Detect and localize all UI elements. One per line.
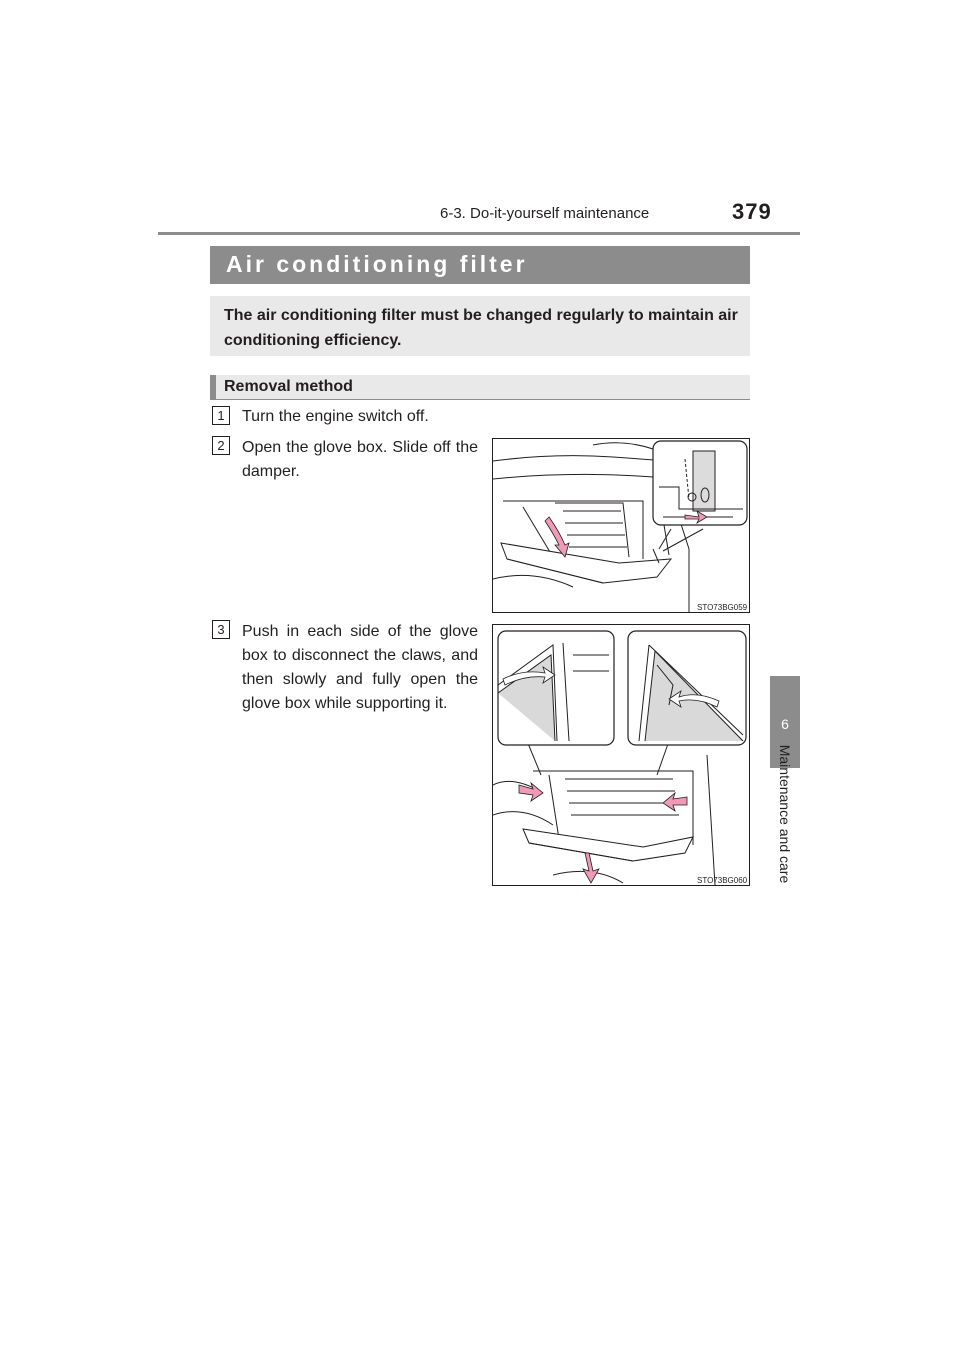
- step-number-1: 1: [212, 406, 230, 425]
- open-down-arrow-icon: [583, 853, 599, 883]
- chapter-title-vertical: [760, 742, 810, 892]
- step-number-2: 2: [212, 436, 230, 455]
- step-text-1: Turn the engine switch off.: [242, 408, 429, 425]
- running-header-section: 6-3. Do-it-yourself maintenance: [440, 205, 650, 222]
- chapter-number: 6: [781, 716, 789, 732]
- chapter-title: Maintenance and care: [777, 744, 793, 884]
- section-heading-marker: [210, 375, 216, 400]
- figure-code: STO73BG059: [697, 603, 748, 612]
- page-title: Air conditioning filter: [226, 251, 528, 277]
- header-rule: [158, 232, 800, 235]
- page-number: 379: [732, 199, 772, 224]
- push-arrow-left-side-icon: [519, 783, 543, 801]
- intro-text: The air conditioning filter must be changed regularly to maintain air conditioning efficiency.: [224, 307, 738, 349]
- push-arrow-right-side-icon: [663, 793, 687, 811]
- section-heading: Removal method: [224, 378, 353, 395]
- figure-code: STO73BG060: [697, 876, 748, 885]
- step-number-3: 3: [212, 620, 230, 639]
- glove-box-open-illustration: [493, 439, 749, 612]
- figure-glove-box-damper: [492, 438, 750, 613]
- step-text-2: Open the glove box. Slide off the damper.: [242, 439, 478, 480]
- figure-glove-box-claws: [492, 624, 750, 886]
- step-text-3: Push in each side of the glove box to disconnect the claws, and then slowly and fully open the glove box while supporting it.: [242, 623, 478, 712]
- glove-box-claws-illustration: [493, 625, 749, 885]
